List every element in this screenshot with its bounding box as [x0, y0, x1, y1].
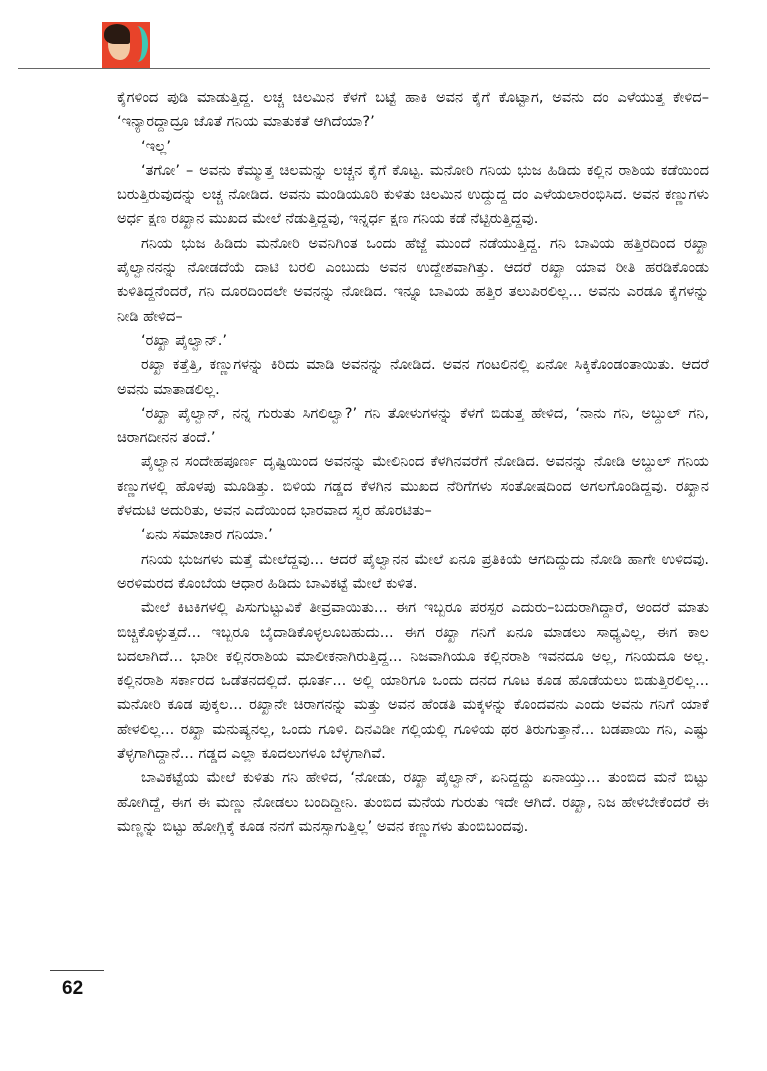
paragraph: ‘ರಖ್ಖಾ ಪೈಲ್ವಾನ್, ನನ್ನ ಗುರುತು ಸಿಗಲಿಲ್ವಾ?’ ಗನಿ ತೋಳುಗಳನ್ನು ಕೆಳಗೆ ಬಿಡುತ್ತ ಹೇಳಿದ, ‘ನಾನು ಗನಿ, ಅಬ್ದುಲ್ ಗನಿ, ಚಿರಾಗದೀನನ ತಂದೆ.’	[117, 404, 709, 447]
header-rule	[18, 68, 710, 69]
logo-crescent-shape	[126, 26, 148, 62]
footer-rule	[50, 970, 104, 971]
paragraph: ಗನಿಯ ಭುಜ ಹಿಡಿದು ಮನೋರಿ ಅವನಿಗಿಂತ ಒಂದು ಹೆಜ್ಜೆ ಮುಂದೆ ನಡೆಯುತ್ತಿದ್ದ. ಗನಿ ಬಾವಿಯ ಹತ್ತಿರದಿಂದ ರಖ್ಖಾ ಪೈಲ್ವಾನನನ್ನು ನೋಡದೆಯೆ ದಾಟಿ ಬರಲಿ ಎಂಬುದು ಅವನ ಉದ್ದೇಶವಾಗಿತ್ತು. ಆದರೆ ರಖ್ಖಾ ಯಾವ ರೀತಿ ಹರಡಿಕೊಂಡು ಕುಳಿತಿದ್ದನೆಂದರೆ, ಗನಿ ದೂರದಿಂದಲೇ ಅವನನ್ನು ನೋಡಿದ. ಇನ್ನೂ ಬಾವಿಯ ಹತ್ತಿರ ತಲುಪಿರಲಿಲ್ಲ... ಅವನು ಎರಡೂ ಕೈಗಳನ್ನು ನೀಡಿ ಹೇಳಿದ–	[117, 234, 709, 325]
publication-logo	[102, 22, 150, 68]
paragraph: ‘ರಖ್ಖಾ ಪೈಲ್ವಾನ್.’	[141, 331, 227, 349]
paragraph: ‘ತಗೋ’ – ಅವನು ಕೆಮ್ಮುತ್ತ ಚಿಲಮನ್ನು ಲಚ್ಚನ ಕೈಗೆ ಕೊಟ್ಟ. ಮನೋರಿ ಗನಿಯ ಭುಜ ಹಿಡಿದು ಕಲ್ಲಿನ ರಾಶಿಯ ಕಡೆಯಿಂದ ಬರುತ್ತಿರುವುದನ್ನು ಲಚ್ಚ ನೋಡಿದ. ಅವನು ಮಂಡಿಯೂರಿ ಕುಳಿತು ಚಿಲಮಿನ ಉದ್ದುದ್ದ ದಂ ಎಳೆಯಲಾರಂಭಿಸಿದ. ಅವನ ಕಣ್ಣುಗಳು ಅರ್ಧ ಕ್ಷಣ ರಖ್ಖಾನ ಮುಖದ ಮೇಲೆ ನೆಡುತ್ತಿದ್ದವು, ಇನ್ನರ್ಧ ಕ್ಷಣ ಗನಿಯ ಕಡೆ ನೆಟ್ಟಿರುತ್ತಿದ್ದವು.	[117, 161, 709, 228]
paragraph: ಬಾವಿಕಟ್ಟೆಯ ಮೇಲೆ ಕುಳಿತು ಗನಿ ಹೇಳಿದ, ‘ನೋಡು, ರಖ್ಖಾ ಪೈಲ್ವಾನ್, ಏನಿದ್ದದ್ದು ಏನಾಯ್ತು... ತುಂಬಿದ ಮನೆ ಬಿಟ್ಟು ಹೋಗಿದ್ದೆ, ಈಗ ಈ ಮಣ್ಣು ನೋಡಲು ಬಂದಿದ್ದೀನಿ. ತುಂಬಿದ ಮನೆಯ ಗುರುತು ಇದೇ ಆಗಿದೆ. ರಖ್ಖಾ, ನಿಜ ಹೇಳಬೇಕೆಂದರೆ ಈ ಮಣ್ಣನ್ನು ಬಿಟ್ಟು ಹೋಗ್ಲಿಕ್ಕೆ ಕೂಡ ನನಗೆ ಮನಸ್ಸಾಗುತ್ತಿಲ್ಲ’ ಅವನ ಕಣ್ಣುಗಳು ತುಂಬಿಬಂದವು.	[117, 769, 709, 835]
paragraph: ಗನಿಯ ಭುಜಗಳು ಮತ್ತೆ ಮೇಲೆದ್ದವು... ಆದರೆ ಪೈಲ್ವಾನನ ಮೇಲೆ ಏನೂ ಪ್ರತಿಕಿಯೆ ಆಗದಿದ್ದುದು ನೋಡಿ ಹಾಗೇ ಉಳಿದವು. ಅರಳಿಮರದ ಕೊಂಬೆಯ ಆಧಾರ ಹಿಡಿದು ಬಾವಿಕಟ್ಟೆ ಮೇಲೆ ಕುಳಿತ.	[117, 550, 709, 592]
page-number: 62	[62, 978, 84, 999]
paragraph: ಕೈಗಳಿಂದ ಪುಡಿ ಮಾಡುತ್ತಿದ್ದ. ಲಚ್ಚ ಚಿಲಮಿನ ಕೆಳಗೆ ಬಟ್ಟೆ ಹಾಕಿ ಅವನ ಕೈಗೆ ಕೊಟ್ಟಾಗ, ಅವನು ದಂ ಎಳೆಯುತ್ತ ಕೇಳಿದ– ‘ಇನ್ಯಾರದ್ದಾದ್ರೂ ಜೊತೆ ಗನಿಯ ಮಾತುಕತೆ ಆಗಿದೆಯಾ?’	[117, 89, 709, 131]
paragraph: ‘ಇಲ್ಲ’	[141, 137, 171, 155]
paragraph: ಪೈಲ್ವಾನ ಸಂದೇಹಪೂರ್ಣ ದೃಷ್ಟಿಯಿಂದ ಅವನನ್ನು ಮೇಲಿನಿಂದ ಕೆಳಗಿನವರೆಗೆ ನೋಡಿದ. ಅವನನ್ನು ನೋಡಿ ಅಬ್ದುಲ್ ಗನಿಯ ಕಣ್ಣುಗಳಲ್ಲಿ ಹೊಳಪು ಮೂಡಿತ್ತು. ಬಿಳಿಯ ಗಡ್ಡದ ಕೆಳಗಿನ ಮುಖದ ನೆರಿಗೆಗಳು ಸಂತೋಷದಿಂದ ಅಗಲಗೊಂಡಿದ್ದವು. ರಖ್ಖಾನ ಕೆಳದುಟಿ ಅದುರಿತು, ಅವನ ಎದೆಯಿಂದ ಭಾರವಾದ ಸ್ವರ ಹೊರಟಿತು–	[117, 453, 709, 520]
paragraph: ಮೇಲೆ ಕಿಟಕಿಗಳಲ್ಲಿ ಪಿಸುಗುಟ್ಟುವಿಕೆ ತೀವ್ರವಾಯಿತು... ಈಗ ಇಬ್ಬರೂ ಪರಸ್ಪರ ಎದುರು–ಬದುರಾಗಿದ್ದಾರೆ, ಅಂದರೆ ಮಾತು ಬಿಚ್ಚಿಕೊಳ್ಳುತ್ತದೆ... ಇಬ್ಬರೂ ಬೈದಾಡಿಕೊಳ್ಳಲೂಬಹುದು... ಈಗ ರಖ್ಖಾ ಗನಿಗೆ ಏನೂ ಮಾಡಲು ಸಾಧ್ಯವಿಲ್ಲ, ಈಗ ಕಾಲ ಬದಲಾಗಿದೆ... ಭಾರೀ ಕಲ್ಲಿನರಾಶಿಯ ಮಾಲೀಕನಾಗಿರುತ್ತಿದ್ದ... ನಿಜವಾಗಿಯೂ ಕಲ್ಲಿನರಾಶಿ ಇವನದೂ ಅಲ್ಲ, ಗನಿಯದೂ ಅಲ್ಲ. ಕಲ್ಲಿನರಾಶಿ ಸರ್ಕಾರದ ಒಡೆತನದಲ್ಲಿದೆ. ಧೂರ್ತ... ಅಲ್ಲಿ ಯಾರಿಗೂ ಒಂದು ದನದ ಗೂಟ ಕೂಡ ಹೊಡೆಯಲು ಬಿಡುತ್ತಿರಲಿಲ್ಲ... ಮನೋರಿ ಕೂಡ ಪುಕ್ಕಲ... ರಖ್ಖಾನೇ ಚಿರಾಗನನ್ನು ಮತ್ತು ಅವನ ಹೆಂಡತಿ ಮಕ್ಕಳನ್ನು ಕೊಂದವನು ಎಂದು ಅವನು ಗನಿಗೆ ಯಾಕೆ ಹೇಳಲಿಲ್ಲ... ರಖ್ಖಾ ಮನುಷ್ಯನಲ್ಲ, ಒಂದು ಗೂಳಿ. ದಿನವಿಡೀ ಗಲ್ಲಿಯಲ್ಲಿ ಗೂಳಿಯ ಥರ ತಿರುಗುತ್ತಾನೆ... ಬಡಪಾಯಿ ಗನಿ, ಎಷ್ಟು ತೆಳ್ಳಗಾಗಿದ್ದಾನೆ... ಗಡ್ಡದ ಎಲ್ಲಾ ಕೂದಲುಗಳೂ ಬೆಳ್ಳಗಾಗಿವೆ.	[117, 599, 709, 763]
paragraph: ‘ಏನು ಸಮಾಚಾರ ಗನಿಯಾ.’	[141, 526, 273, 544]
paragraph: ರಖ್ಖಾ ಕತ್ತೆತ್ತಿ, ಕಣ್ಣುಗಳನ್ನು ಕಿರಿದು ಮಾಡಿ ಅವನನ್ನು ನೋಡಿದ. ಅವನ ಗಂಟಲಿನಲ್ಲಿ ಏನೋ ಸಿಕ್ಕಿಕೊಂಡಂತಾಯಿತು. ಆದರೆ ಅವನು ಮಾತಾಡಲಿಲ್ಲ.	[117, 356, 709, 398]
body-text	[117, 86, 709, 839]
